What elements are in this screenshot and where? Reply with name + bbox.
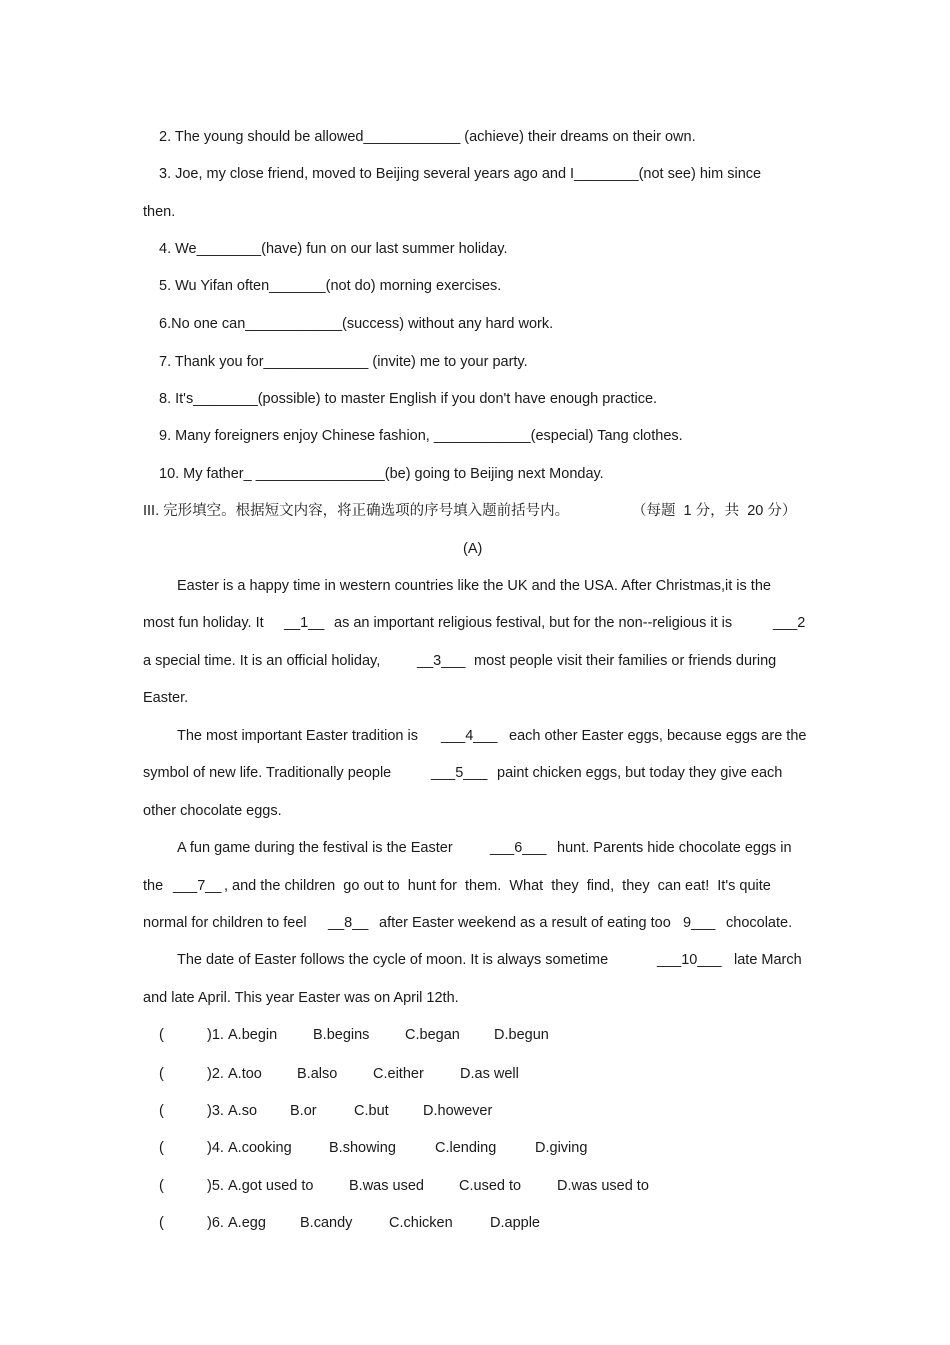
passage-line: , and the children go out to hunt for them. What they find, they can eat! It's quite xyxy=(224,878,771,894)
exercise-line: 8. It's________(possible) to master English if you don't have enough practice. xyxy=(159,391,658,407)
option-b: B.also xyxy=(297,1066,338,1082)
answer-bracket[interactable]: ( xyxy=(159,1140,164,1156)
option-c: C.used to xyxy=(459,1178,522,1194)
exercise-line: 6.No one can____________(success) without any hard work. xyxy=(159,316,554,332)
option-c: C.either xyxy=(373,1066,424,1082)
option-b: B.or xyxy=(290,1103,317,1119)
answer-bracket[interactable]: ( xyxy=(159,1215,164,1231)
blank-4: ___4___ xyxy=(441,728,498,744)
passage-line: paint chicken eggs, but today they give each xyxy=(497,765,783,781)
passage-line: each other Easter eggs, because eggs are the xyxy=(509,728,807,744)
question-number: )5. xyxy=(207,1178,224,1194)
option-a: A.so xyxy=(228,1103,258,1119)
option-d: D.giving xyxy=(535,1140,588,1156)
exercise-line: 5. Wu Yifan often_______(not do) morning exercises. xyxy=(159,278,502,294)
option-d: D.apple xyxy=(490,1215,540,1231)
option-d: D.was used to xyxy=(557,1178,649,1194)
question-number: )6. xyxy=(207,1215,224,1231)
option-d: D.as well xyxy=(460,1066,519,1082)
passage-line: other chocolate eggs. xyxy=(143,803,282,819)
passage-line: The most important Easter tradition is xyxy=(177,728,418,744)
option-a: A.too xyxy=(228,1066,262,1082)
blank-7: ___7__ xyxy=(173,878,222,894)
passage-line: symbol of new life. Traditionally people xyxy=(143,765,392,781)
score-note: （每题 1 分，共 20 分） xyxy=(632,503,797,519)
option-d: D.begun xyxy=(494,1027,549,1043)
blank-9: 9___ xyxy=(683,915,716,931)
exercise-line: 4. We________(have) fun on our last summer holiday. xyxy=(159,241,508,257)
exercise-line: 9. Many foreigners enjoy Chinese fashion, ____________(especial) Tang clothes. xyxy=(159,428,683,444)
answer-bracket[interactable]: ( xyxy=(159,1178,164,1194)
option-a: A.cooking xyxy=(228,1140,292,1156)
blank-5: ___5___ xyxy=(431,765,488,781)
option-a: A.egg xyxy=(228,1215,266,1231)
exercise-line: then. xyxy=(143,204,176,220)
option-c: C.lending xyxy=(435,1140,497,1156)
blank-10: ___10___ xyxy=(657,952,722,968)
answer-bracket[interactable]: ( xyxy=(159,1103,164,1119)
question-number: )1. xyxy=(207,1027,224,1043)
option-b: B.begins xyxy=(313,1027,370,1043)
passage-line: Easter. xyxy=(143,690,189,706)
passage-line: Easter is a happy time in western countries like the UK and the USA. After Christmas,it is the xyxy=(177,578,771,594)
question-number: )4. xyxy=(207,1140,224,1156)
passage-line: chocolate. xyxy=(726,915,793,931)
option-c: C.began xyxy=(405,1027,460,1043)
option-b: B.candy xyxy=(300,1215,353,1231)
option-c: C.chicken xyxy=(389,1215,453,1231)
passage-line: most fun holiday. It xyxy=(143,615,264,631)
option-b: B.showing xyxy=(329,1140,396,1156)
blank-2: ___2 xyxy=(773,615,806,631)
section-heading: III. 完形填空。根据短文内容，将正确选项的序号填入题前括号内。 xyxy=(143,503,570,519)
exercise-line: 10. My father_ ________________(be) going to Beijing next Monday. xyxy=(159,466,604,482)
passage-line: the xyxy=(143,878,164,894)
option-a: A.got used to xyxy=(228,1178,314,1194)
blank-3: __3___ xyxy=(417,653,466,669)
passage-line: A fun game during the festival is the Easter xyxy=(177,840,453,856)
question-number: )2. xyxy=(207,1066,224,1082)
passage-line: The date of Easter follows the cycle of moon. It is always sometime xyxy=(177,952,609,968)
option-b: B.was used xyxy=(349,1178,424,1194)
option-c: C.but xyxy=(354,1103,389,1119)
blank-6: ___6___ xyxy=(490,840,547,856)
exercise-line: 2. The young should be allowed____________ (achieve) their dreams on their own. xyxy=(159,129,696,145)
passage-line: a special time. It is an official holiday, xyxy=(143,653,381,669)
question-number: )3. xyxy=(207,1103,224,1119)
passage-line: and late April. This year Easter was on April 12th. xyxy=(143,990,459,1006)
answer-bracket[interactable]: ( xyxy=(159,1027,164,1043)
blank-8: __8__ xyxy=(328,915,369,931)
passage-subtitle: (A) xyxy=(463,541,483,557)
exercise-line: 3. Joe, my close friend, moved to Beijing several years ago and I________(not see) him since xyxy=(159,166,762,182)
exercise-line: 7. Thank you for_____________ (invite) me to your party. xyxy=(159,354,528,370)
passage-line: as an important religious festival, but for the non--religious it is xyxy=(334,615,733,631)
passage-line: hunt. Parents hide chocolate eggs in xyxy=(557,840,792,856)
answer-bracket[interactable]: ( xyxy=(159,1066,164,1082)
option-a: A.begin xyxy=(228,1027,278,1043)
passage-line: normal for children to feel xyxy=(143,915,307,931)
blank-1: __1__ xyxy=(284,615,325,631)
passage-line: late March xyxy=(734,952,802,968)
option-d: D.however xyxy=(423,1103,493,1119)
passage-line: most people visit their families or friends during xyxy=(474,653,777,669)
passage-line: after Easter weekend as a result of eating too xyxy=(379,915,671,931)
